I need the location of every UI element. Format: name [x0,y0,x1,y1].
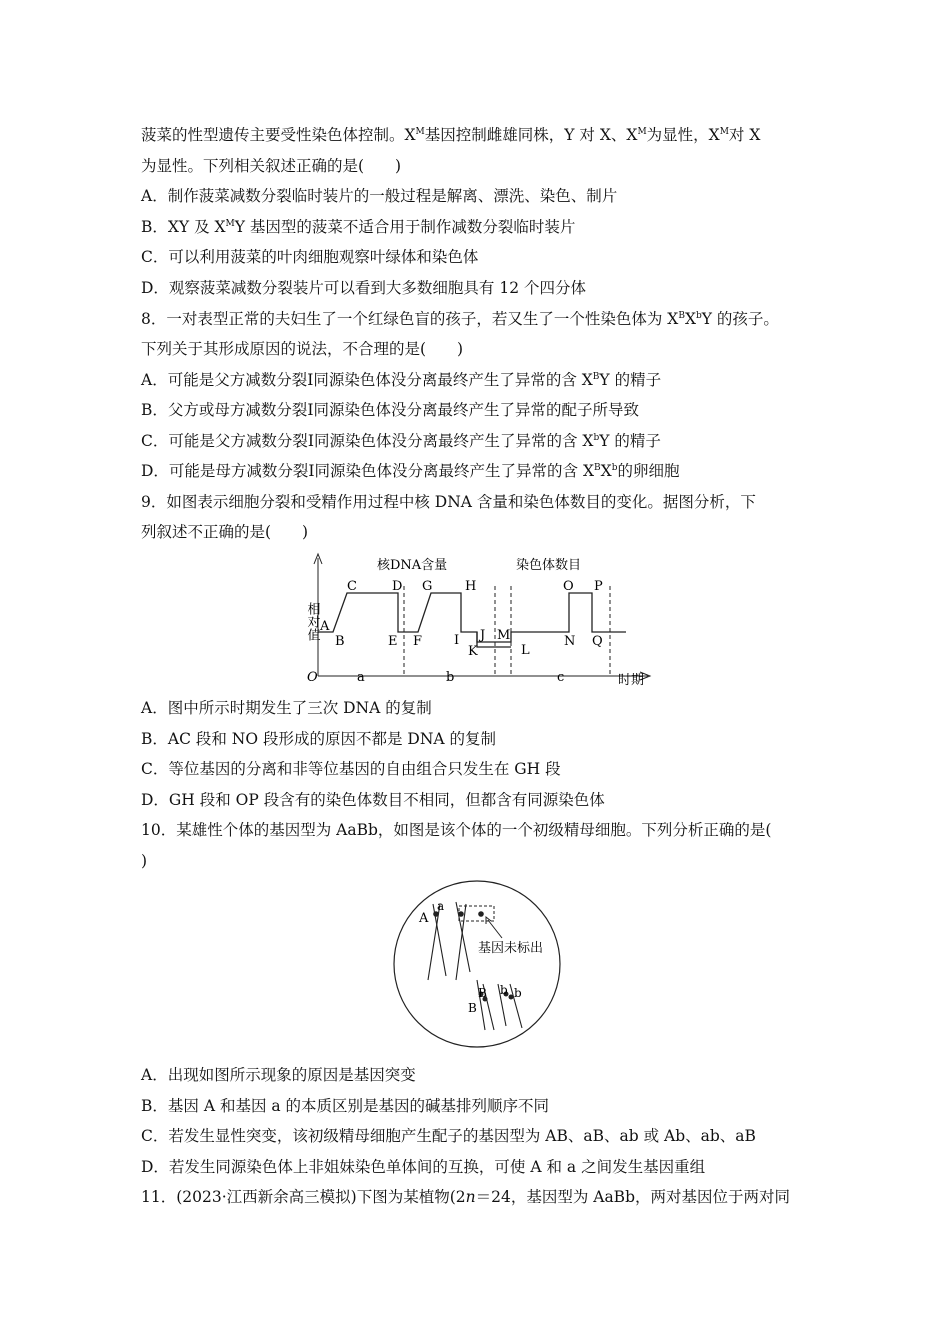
gene-label-small-b2: b [514,986,522,1000]
q10-option-b: B．基因 A 和基因 a 的本质区别是基因的碱基排列顺序不同 [141,1097,550,1115]
q7-stem-line2: 为显性。下列相关叙述正确的是( ) [141,157,402,175]
point-label-b: B [335,634,345,649]
q8-option-b: B．父方或母方减数分裂Ⅰ同源染色体没分离最终产生了异常的配子所导致 [141,401,640,419]
point-label-h: H [465,579,477,594]
point-label-n: N [564,634,576,649]
point-label-o: O [563,579,574,594]
point-label-k: K [468,644,478,659]
point-label-m: M [497,628,511,643]
q9-option-b: B．AC 段和 NO 段形成的原因不都是 DNA 的复制 [141,730,497,748]
q8-option-c: C．可能是父方减数分裂Ⅰ同源染色体没分离最终产生了异常的含 $X^bY$ 的精子 [141,432,661,450]
gene-label-small-b1: b [500,983,508,997]
y-axis-label: 相对值 [304,602,320,641]
point-label-d: D [392,579,403,594]
q9-figure [290,548,670,694]
q9-option-c: C．等位基因的分离和非等位基因的自由组合只发生在 GH 段 [141,760,561,778]
q9-stem-line2: 列叙述不正确的是( ) [141,523,309,541]
gene-label-b1: B [478,986,487,1000]
segment-label-a: a [357,670,365,685]
q10-option-c: C．若发生显性突变，该初级精母细胞产生配子的基因型为 AB、aB、ab 或 Ab、ab、aB [141,1127,756,1145]
annotation-pointer [488,920,502,938]
q8-option-a: A．可能是父方减数分裂Ⅰ同源染色体没分离最终产生了异常的含 $X^BY$ 的精子 [141,371,662,389]
point-label-a: A [320,619,330,634]
q10-stem-line1: 10．某雄性个体的基因型为 AaBb，如图是该个体的一个初级精母细胞。下列分析正确的是( [141,821,772,839]
label-dna-content: 核DNA含量 [377,558,448,573]
point-label-l: L [521,643,530,658]
point-label-j: J [480,628,486,643]
q9-option-a: A．图中所示时期发生了三次 DNA 的复制 [141,699,432,717]
segment-label-c: c [557,670,565,685]
point-label-f: F [413,634,423,649]
q9-stem-line1: 9．如图表示细胞分裂和受精作用过程中核 DNA 含量和染色体数目的变化。据图分析，下 [141,493,756,511]
gene-label-b2: B [468,1001,477,1015]
q7-stem-line1: 菠菜的性型遗传主要受性染色体控制。$X^M$基因控制雌雄同株，Y 对 X、$X^M$为显性，$X^M$对 X [141,126,761,144]
x-axis-label: 时期 [618,673,645,688]
q8-option-d: D．可能是母方减数分裂Ⅰ同源染色体没分离最终产生了异常的含 $X^BX^b$的卵细胞 [141,462,680,480]
annotation-label: 基因未标出 [478,941,544,956]
q10-option-d: D．若发生同源染色体上非姐妹染色单体间的互换，可使 A 和 a 之间发生基因重组 [141,1158,706,1176]
q8-stem-line2: 下列关于其形成原因的说法，不合理的是( ) [141,340,464,358]
point-label-q: Q [592,634,603,649]
point-label-g: G [422,579,433,594]
segment-label-b: b [446,670,455,685]
q10-stem-line2: ) [141,852,148,870]
centromere [478,911,484,917]
q11-stem-line1: 11．(2023·江西新余高三模拟)下图为某植物(2n＝24，基因型为 AaBb，两对基因位于两对同 [141,1188,790,1206]
q10-cell-figure [390,880,565,1050]
origin-label: O [307,670,318,685]
q7-option-c: C．可以利用菠菜的叶肉细胞观察叶绿体和染色体 [141,248,479,266]
q7-option-a: A．制作菠菜减数分裂临时装片的一般过程是解离、漂洗、染色、制片 [141,187,618,205]
gene-label-upper-a: A [419,911,429,926]
q9-option-d: D．GH 段和 OP 段含有的染色体数目不相同，但都含有同源染色体 [141,791,605,809]
point-label-c: C [347,579,357,594]
q7-option-b: B．XY 及 $X^MY$ 基因型的菠菜不适合用于制作减数分裂临时装片 [141,218,576,236]
gene-label-lower-a: a [437,899,445,913]
point-label-e: E [388,634,398,649]
point-label-i: I [454,633,460,648]
centromere [509,995,514,1000]
point-label-p: P [594,579,603,594]
q10-option-a: A．出现如图所示现象的原因是基因突变 [141,1066,416,1084]
q8-stem-line1: 8．一对表型正常的夫妇生了一个红绿色盲的孩子，若又生了一个性染色体为 $X^BX^bY$ 的孩子。 [141,310,779,328]
q7-option-d: D．观察菠菜减数分裂装片可以看到大多数细胞具有 12 个四分体 [141,279,587,297]
label-chromosome-number: 染色体数目 [516,558,582,573]
